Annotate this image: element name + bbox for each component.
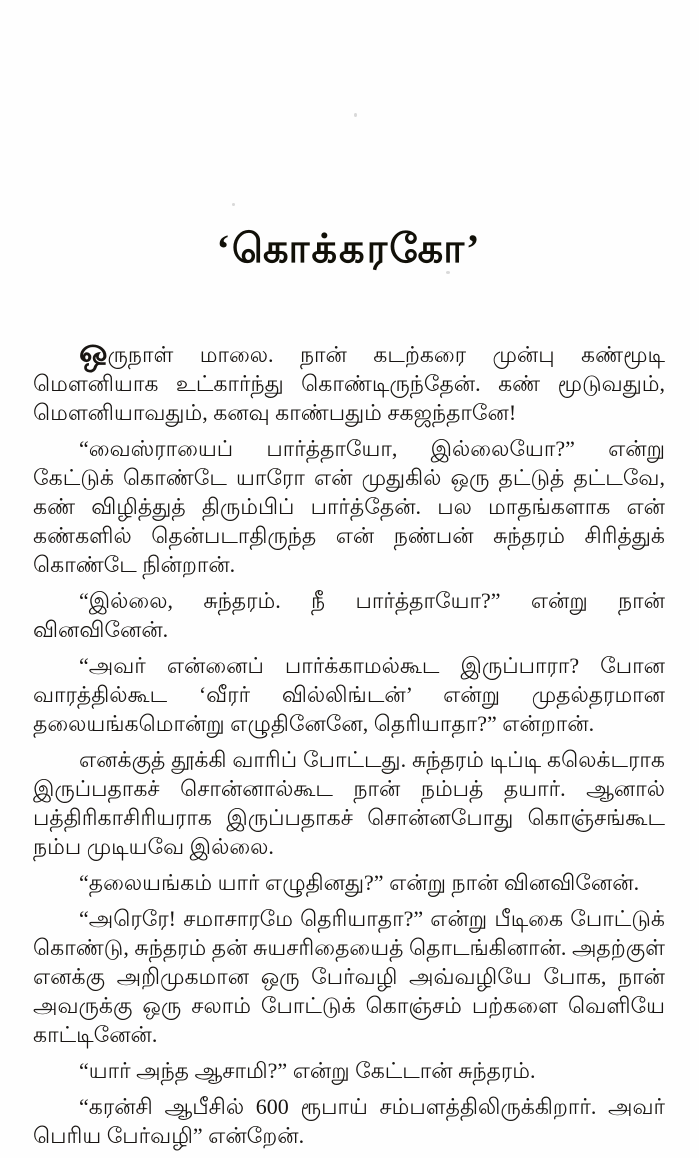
scan-speck bbox=[232, 203, 235, 206]
paragraph-7: “அரெரே! சமாசாரமே தெரியாதா?” என்று பீடிகை போட்டுக் கொண்டு, சுந்தரம் தன் சுயசரிதையைத் தொடங்கினான். அதற்குள் எனக்கு அறிமுகமான ஒரு பேர்வழி அவ்வழியே போக, நான் அவருக்கு ஒரு சலாம் போட்டுக் கொஞ்சம் பற்களை வெளியே காட்டினேன். bbox=[33, 906, 665, 1047]
paragraph-1: ஒருநாள் மாலை. நான் கடற்கரை முன்பு கண்மூடி மௌனியாக உட்கார்ந்து கொண்டிருந்தேன். கண் மூடுவதும், மௌனியாவதும், கனவு காண்பதும் சகஜந்தானே! bbox=[33, 333, 665, 425]
paragraph-2: “வைஸ்ராயைப் பார்த்தாயோ, இல்லையோ?” என்று கேட்டுக் கொண்டே யாரோ என் முதுகில் ஒரு தட்டுத் தட்டவே, கண் விழித்துத் திரும்பிப் பார்த்தேன். பல மாதங்களாக என் கண்களில் தென்படாதிருந்த என் நண்பன் சுந்தரம் சிரித்துக் கொண்டே நின்றான். bbox=[33, 436, 665, 577]
page-title: ‘கொக்கரகோ’ bbox=[216, 226, 482, 271]
paragraph-4: “அவர் என்னைப் பார்க்காமல்கூட இருப்பாரா? போன வாரத்தில்கூட ‘வீரர் வில்லிங்டன்’ என்று முதல்தரமான தலையங்கமொன்று எழுதினேனே, தெரியாதா?” என்றான். bbox=[33, 653, 665, 736]
paragraph-8: “யார் அந்த ஆசாமி?” என்று கேட்டான் சுந்தரம். bbox=[79, 1058, 536, 1083]
scan-speck bbox=[446, 271, 450, 274]
paragraph-3: “இல்லை, சுந்தரம். நீ பார்த்தாயோ?” என்று நான் வினவினேன். bbox=[33, 588, 665, 642]
paragraph-5: எனக்குத் தூக்கி வாரிப் போட்டது. சுந்தரம் டிப்டி கலெக்டராக இருப்பதாகச் சொன்னால்கூட நான் நம்பத் தயார். ஆனால் பத்திரிகாசிரியராக இருப்பதாகச் சொன்னபோது கொஞ்சங்கூட நம்ப முடியவே இல்லை. bbox=[33, 747, 665, 859]
scan-speck bbox=[354, 113, 357, 117]
paragraph-9: “கரன்சி ஆபீசில் 600 ரூபாய் சம்பளத்திலிருக்கிறார். அவர் பெரிய பேர்வழி” என்றேன். bbox=[33, 1094, 665, 1148]
paragraph-6: “தலையங்கம் யார் எழுதினது?” என்று நான் வினவினேன். bbox=[79, 870, 640, 895]
story-body bbox=[33, 335, 665, 1150]
